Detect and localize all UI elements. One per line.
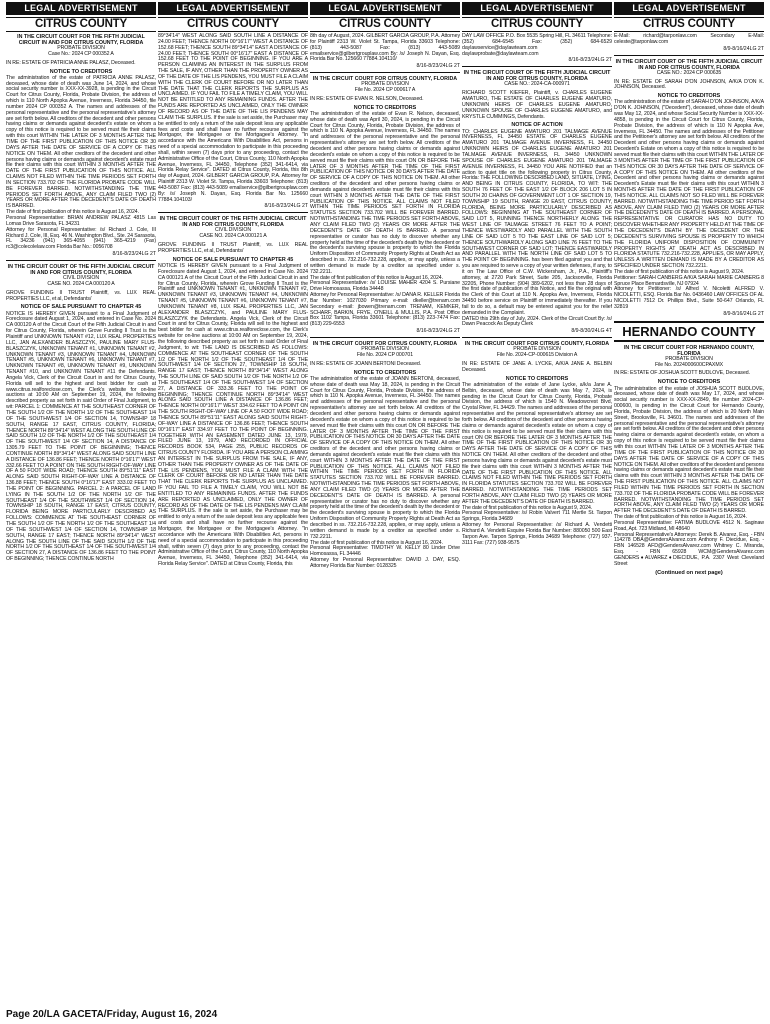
divider — [462, 66, 612, 67]
case-number: Case No.: 2024 CP 000352 A — [48, 50, 114, 57]
court-caption: IN THE CIRCUIT COURT OF THE FIFTH JUDICIAL CIRCUIT IN AND FOR CITRUS COUNTY, FLORIDA — [463, 70, 611, 83]
publication-ref: 8/16-8/23/24LG 2T — [112, 251, 156, 258]
estate-re: IN RE: ESTATE OF PATRICIA ANNE PALASZ, Deceased. — [6, 59, 136, 66]
column-5 — [614, 2, 764, 1006]
publication-date: The date of first publication of this notice is August 16, 2024. — [6, 209, 140, 216]
publication-ref: 8/9-8/30/24LG 4T — [571, 328, 612, 335]
court-caption: IN THE CIRCUIT COURT FOR CITRUS COUNTY, FLORIDA — [464, 341, 610, 348]
court-caption: IN THE CIRCUIT COURT FOR CITRUS COUNTY, FLORIDA — [312, 341, 458, 348]
publication-ref: 8/16-8/23/24LG 2T — [568, 57, 612, 64]
publication-ref: 8/16-8/23/24LG 2T — [416, 63, 460, 70]
publication-date: The date of first publication of this notice is August 16, 2024. — [310, 539, 444, 546]
personal-representative: Personal Representative: /s/ LOUISE MAHER 4204 S. Pursiane Drive Homosassa, Florida 34448 — [310, 280, 460, 293]
case-parties: GROVE FUNDING II TRUST Plaintiff, vs. LUX REAL PROPERTIES LLC, et al, Defendants/ — [6, 289, 156, 302]
notice-heading: NOTICE TO CREDITORS — [505, 375, 569, 382]
attorney-info-continued: DAY LAW OFFICE P.O. Box 5535 Spring Hill, FL 34611 Telephone: (352) 684-6545 Fax: (352) 684-6529 daylawservice@daylawteam.com daylawprobate@daylawteam.com — [462, 33, 612, 57]
case-parties: GROVE FUNDING II TRUST Plaintiff, vs. LUX REAL PROPERTIES LLC, et al, Defendants/ — [158, 242, 308, 254]
publication-ref: 8/16-8/23/24LG 2T — [416, 328, 460, 335]
division: PROBATE DIVISION — [361, 81, 409, 88]
county-heading: CITRUS COUNTY — [6, 17, 156, 32]
petitioner: Petitioner: SARAH CANBERG A/K/A SARAH MARIE CANBERG 8 Spruce Place Bernardsville, NJ 07924 — [614, 274, 764, 287]
notice-heading: NOTICE TO CREDITORS — [353, 369, 417, 376]
case-number: File No. 2024-CP-000615 Division A — [496, 352, 578, 359]
notice-heading: NOTICE OF SALE PURSUANT TO CHAPTER 45 — [172, 256, 294, 263]
notice-body: The administration of the estate of Evan R. Nelson, deceased, whose date of death was April 30, 2024, is pending in the Circuit Court for Citrus County, Florida, Probate Division, the address of which is 110 N. Apopka Avenue, Inverness, FL 34450. The names and addresses of the personal representative and the personal representative's attorney are set forth below. All creditors of the decedent and other persons having claims or demands against decedent's estate on whom a copy of this notice is required to be served must file their claims with this court ON OR BEFORE THE LATER OF 3 MONTHS AFTER THE TIME OF THE FIRST PUBLICATION OF THIS NOTICE OR 30 DAYS AFTER THE DATE OF SERVICE OF A COPY OF THIS NOTICE ON THEM. All other creditors of the decedent and other persons having claims or demands against decedent's estate must file their claims with this court WITHIN 3 MONTHS AFTER THE DATE OF THE FIRST PUBLICATION OF THIS NOTICE. ALL CLAIMS NOT FILED WITHIN THE TIME PERIODS SET FORTH IN FLORIDA STATUTES SECTION 733.702 WILL BE FOREVER BARRED. NOTWITHSTANDING THE TIME PERIODS SET FORTH ABOVE, ANY CLAIM FILED TWO (2) YEARS OR MORE AFTER THE DECEDENT'S DATE OF DEATH IS BARRED. A personal representative or curator has no duty to discover whether any property held at the time of the decedent's death by the decedent or the decedent's surviving spouse is property to which the Florida Uniform Disposition of Community Property Rights at Death Act as described in ss. 732.216-732.228, applies, or may apply, unless a written demand is made by a creditor as specified under s. 732.2211. — [310, 110, 460, 275]
county-heading: CITRUS COUNTY — [614, 17, 764, 32]
notice-heading: NOTICE OF ACTION — [511, 122, 563, 129]
attorney-info: Attorney for Personal Representative: /s/ Richard A. Vendetti Richard A. Vendetti Esquire Florida Bar Number: 880050 500 East Tarpon Ave. Tarpon Springs, Florida 34689 Telephone: (727) 937-3111 Fax: (727) 938-9575 — [462, 522, 612, 546]
attorney-info: Attorney for Personal Representative: DAVID J. DAY, ESQ. Attorney Florida Bar Number: 0128325 — [310, 557, 460, 569]
personal-representative: Personal Representative: TIMOTHY W. KELLY 80 Linder Drive Homosassa, FL 34446 — [310, 545, 460, 558]
publication-date: The date of first publication of this notice is August 16, 2024. — [310, 274, 444, 281]
personal-representative: Personal Representative: /s/ Robin Valvert 711 Mertle St. Tarpon Springs, Florida 34689 — [462, 510, 612, 523]
attorney-info-continued: E-Mail: richard@tarponlaw.com Secondary E-Mail: celeste@tarponlaw.com — [614, 33, 764, 45]
notice-body: NOTICE IS HEREBY GIVEN pursuant to a Final Judgment of Foreclosure dated August 1, 2024, and entered in Case No. 2024 CA 000120 A of the Circuit Court of the Fifth Judicial Circuit in and for Citrus County, Florida, wherein Grove Funding II Trust is the Plaintiff and UNKNOWN TENANT #12, LUX REAL PROPERTIES LLC, JAN ALEXANDER BLASZCZYK, PAULINE MARY FLUS-BLASZCZYK, UNKNOWN TENANT #1, UNKNOWN TENANT #2, UNKNOWN TENANT #3, UNKNOWN TENANT #4, UNKNOWN TENANT #5, UNKNOWN TENANT #6, UNKNOWN TENANT #7, UNKNOWN TENANT #8, UNKNOWN TENANT #9, UNKNOWN TENANT #10, and UNKNOWN TENANT #11 the Defendants. Angela Vick, Clerk of the Circuit Court in and for Citrus County, Florida will sell to the highest and best bidder for cash at www.citrus.realforeclose.com, the Clerk's website for on-line auctions at 10:00 AM on September 19, 2024, the following described property as set forth in said Order of Final Judgment, to wit: PARCEL 1: COMMENCE AT THE SOUTHEAST CORNER OF THE SOUTH 1/2 OF THE NORTH 1/2 OF THE SOUTHEAST 1/4 OF THE SOUTHWEST 1/4 OF SECTION 14, TOWNSHIP 18 SOUTH, RANGE 17 EAST, CITRUS COUNTY, FLORIDA; THENCE NORTH 89°34'14" WEST ALONG THE SOUTH LINE OF SAID SOUTH 1/2 OF THE NORTH 1/2 OF THE SOUTHEAST 1/4 OF THE SOUTHWEST 1/4 OF SECTION 14, A DISTANCE OF 1305.79 FEET TO THE POINT OF BEGINNING; THENCE CONTINUE NORTH 89°34'14" WEST ALONG SAID SOUTH LINE A DISTANCE OF 136.86 FEET; THENCE NORTH 0°16'17" WEST 332.66 FEET TO A POINT ON THE SOUTH RIGHT-OF-WAY LINE OF A 50 FOOT WIDE ROAD; THENCE SOUTH 89°51'11" EAST ALONG SAID SOUTH RIGHT-OF-WAY LINE A DISTANCE OF 136.88 FEET; THENCE SOUTH 0°16'17" EAST 333.02 FEET TO THE POINT OF BEGINNING. PARCEL 2: A PARCEL OF LAND LYING IN THE SOUTH 1/2 OF THE NORTH 1/2 OF THE SOUTHEAST 1/4 OF THE SOUTHWEST 1/4 OF SECTION 14, TOWNSHIP 18 SOUTH, RANGE 17 EAST, CITRUS COUNTY, FLORIDA BEING MORE PARTICULARLY DESCRIBED AS FOLLOWS: COMMENCE AT THE SOUTHEAST CORNER OF THE SOUTH 1/2 OF THE NORTH 1/2 OF THE SOUTHEAST 1/4 OF THE SOUTHWEST 1/4 OF SECTION 14, TOWNSHIP 18 SOUTH, RANGE 17 EAST; THENCE NORTH 89°34'14" WEST ALONG THE SOUTH LINE OF THE SAID SOUTH 1/2 OF THE NORTH 1/2 OF THE SOUTHEAST 1/4 OF THE SOUTHWEST 1/4 OF SECTION 27, A DISTANCE OF 136.86 FEET TO THE POINT OF BEGINNING; THENCE CONTINUE NORTH — [6, 310, 156, 563]
estate-re: IN RE: ESTATE OF JOANN BERTONI Deceased. — [310, 360, 422, 367]
case-number: CASE NO.: 2024-CA-000971 — [504, 81, 570, 88]
notice-heading: NOTICE TO CREDITORS — [657, 379, 721, 386]
legal-ad-page — [6, 2, 764, 1006]
notice-body: TO: CHARLES EUGENE AMATURO 201 TALMAGE AVENUE INVERNESS, FL 34450 ESTATE OF CHARLES EUGENE AMATURO 201 TALMAGE AVENUE INVERNESS, FL 34450 UNKNOWN HEIRS OF CHARLES EUGENE AMATURO 201 TALMAGE AVENUE INVERNESS, FL 34450 UNKNOWN SPOUSE OF CHARLES EUGENE AMATURO 201 TALMAGE AVENUE INVERNESS, FL 34450 YOU ARE NOTIFIED that an action to quiet title on the following property in Citrus County, Florida: THE FOLLOWING DESCRIBED LAND, SITUATE, LYING, AND BEING IN CITRUS COUNTY, FLORIDA, TO WIT: THE SOUTH 76 FEET OF THE EAST 1/2 OF BLOCK 206 LOT 5 IN SOUTH 20 CHAINS OF GOVERNMENT LOT 1 OF SECTION 19, TOWNSHIP 19 SOUTH, RANGE 20 EAST, CITRUS COUNTY, FLORIDA, BEING MORE PARTICULARLY DESCRIBED AS FOLLOWS: BEGINNING AT THE SOUTHEAST CORNER OF SAID LOT 5, RUNNING THENCE NORTHERLY ALONG THE WEST LINE OF TALMAGE STREET 76 FEET TO A POINT; THENCE WESTWARDLY AND PARALLEL WITH THE SOUTH LINE OF SAID LOT 5 TO THE EAST LINE OF SAID LOT 5; THENCE SOUTHWARDLY ALONG SAID LINE 76 FEET TO THE SOUTHWEST CORNER OF SAID LOT; THENCE EASTWARDLY AND PARALLEL WITH THE NORTH LINE OF SAID LOT 5 TO THE POINT OF BEGINNING. has been filed against you and that you are required to serve a copy of your written defenses, if any, to it on The Law Office of C.W. Wickersham, Jr., P.A., Plaintiff's attorney, at 2720 Park Street, Suite 205, Jacksonville, Florida 32205, Phone Number: (904) 389-6202, not less than 28 days of the first date of publication of this Notice, and file the original with the Clerk of this Court at 110 N. Apopka Ave, Inverness, Florida 34450 before service on Plaintiff or immediately thereafter. If you fail to do so, a default may be entered against you for the relief demanded in the Complaint. — [462, 128, 612, 316]
attorney-info: Attorney for Petitioner: /s/ Alfred V. Nicoletti ALFRED V. NICOLETTI, ESQ. Florida Bar No. 0436460 LAW OFFICES OF AL NICOLETTI 7512 Dr. Phillips Blvd., Suite 50-647 Orlando, FL 32819 — [614, 286, 764, 310]
notice-body-continued: 89°34'14" WEST ALONG SAID SOUTH LINE A DISTANCE OF 24.00 FEET; THENCE NORTH 00°16'17" WEST A DISTANCE OF 152.68 FEET; THENCE SOUTH 89°34'14" EAST A DISTANCE OF 24.00 FEET; THENCE SOUTH 00°16'17" EAST A DISTANCE OF 152.68 FEET TO THE POINT OF BEGINNING. IF YOU ARE A PERSON CLAIMING AN INTEREST IN THE SURPLUS FROM THE SALE, IF ANY, OTHER THAN THE PROPERTY OWNER AS OF THE DATE OF THE LIS PENDENS, YOU MUST FILE A CLAIM WITH THE CLERK OF COURT BEFORE OR NO LATER THAN THE DATE THAT THE CLERK REPORTS THE SURPLUS AS UNCLAIMED. IF YOU FAIL TO FILE A TIMELY CLAIM, YOU WILL NOT BE ENTITLED TO ANY REMAINING FUNDS. AFTER THE FUNDS ARE REPORTED AS UNCLAIMED, ONLY THE OWNER OF RECORD AS OF THE DATE OF THE LIS PENDENS MAY CLAIM THE SURPLUS. If the sale is set aside, the Purchaser may be entitled to only a return of the sale deposit less any applicable fees and costs and shall have no further recourse against the Mortgagor, the Mortgagee or the Mortgagee's Attorney. "In accordance with the Americans With Disabilities Act, persons in need of a special accommodation to participate in this proceeding shall, within seven (7) days prior to any proceeding, contact the Administrative Office of the Court, Citrus County, 110 North Apopka Avenue, Inverness, FL 34450, Telephone (352) 341-6414, via Florida Relay Service". DATED at Citrus County, Florida, this 8th day of August, 2024. GILBERT GARCIA GROUP, P.A. Attorney for Plaintiff 2313 W. Violet St. Tampa, Florida 33603 Telephone: (813) 443-5087 Fax: (813) 443-5089 emailservice@gilbertgrouplaw.com By: /s/ Joseph N. Dayan, Esq. Florida Bar No. 125660 77884.104103/ — [158, 33, 308, 203]
attorney-info: Attorney for Personal Representative: /s/ DANA R. KELLER Florida Bar Number: 1027030 Primary e-mail: dkeller@trenam.com Secondary e-mail: jbowen@trenam.com TRENAM, KEMKER, SCHARF, BARKIN, FRYE, O'NEILL & MULLIS, P.A. Post Office Box 1102 Tampa, Florida 33601 Telephone: (813) 223-7474 Fax: (813) 229-6553 — [310, 292, 460, 328]
division: CIVIL DIVISION — [214, 227, 252, 234]
county-heading: CITRUS COUNTY — [158, 17, 308, 32]
publication-ref: 8/9-8/16/24LG 2T — [723, 310, 764, 317]
legal-ad-banner: LEGAL ADVERTISEMENT — [6, 2, 156, 15]
court-caption: IN THE CIRCUIT COURT OF THE FIFTH JUDICIAL CIRCUIT IN AND FOR CITRUS COUNTY, FLORIDA — [615, 58, 763, 71]
notice-heading: NOTICE TO CREDITORS — [49, 68, 113, 75]
case-number: File No. 2024 CP 000617 A — [354, 87, 416, 94]
publication-date: The date of first publication of this notice is August 9, 2024. — [614, 268, 745, 275]
page-footer: Page 20/LA GACETA/Friday, August 16, 2024 — [6, 1009, 218, 1020]
legal-ad-banner: LEGAL ADVERTISEMENT — [614, 2, 764, 15]
case-parties: RICHARD SCOTT KIEFER, Plaintiff, v. CHARLES EUGENE AMATURO, THE ESTATE OF CHARLES EUGENE AMATURO, UNKNOWN HEIRS OF CHARLES EUGENE AMATURO, UNKNOWN SPOUSE OF CHARLES EUGENE AMATURO, and KRYSTLE CUMMINGS, Defendants. — [462, 90, 612, 120]
case-number: File No. 2024000600CPAXMX — [654, 361, 724, 368]
divider — [462, 337, 612, 338]
division: PROBATE DIVISION — [665, 355, 713, 362]
divider — [6, 260, 156, 261]
divider — [614, 55, 764, 56]
notice-heading: NOTICE OF SALE PURSUANT TO CHAPTER 45 — [20, 304, 142, 311]
division: PROBATE DIVISION — [513, 346, 561, 353]
attorney-info: Personal Representative's Attorneys: Derek B. Alvarez, Esq. - FBN 114278 DBA@GendersAlvarez.com Anthony F. Diecidue, Esq. - FBN 146528 AFD@GendersAlvarez.com Whitney C. Miranda, Esq. - FBN 65928 WCM@GendersAlvarez.com GENDERS♦ALVAREZ♦DIECIDUE, P.A. 2307 West Cleveland Street — [614, 531, 764, 567]
court-caption: IN THE CIRCUIT COURT OF THE FIFTH JUDICIAL CIRCUIT IN AND FOR CITRUS COUNTY, FLORIDA — [159, 216, 307, 229]
personal-representative: Personal Representative: BRIAN ANDREW PALASZ 4815 Las Lomas Drive Sarasota, FL 34231 — [6, 214, 156, 227]
publication-date: The date of first publication of this notice is August 9, 2024. — [462, 504, 593, 511]
notice-body: The administration of the estate of JOANN BERTONI, deceased, whose date of death was May 18, 2024, is pending in the Circuit Court for Citrus County, Florida, Probate Division, the address of which is 110 N. Apopka Avenue, Inverness, FL 34450. The names and addresses of the personal representative and the personal representative's attorney are set forth below. All creditors of the decedent and other persons having claims or demands against decedent's estate on whom a copy of this notice is required to be served must file their claims with this court ON OR BEFORE THE LATER OF 3 MONTHS AFTER THE TIME OF THE FIRST PUBLICATION OF THIS NOTICE OR 30 DAYS AFTER THE DATE OF SERVICE OF A COPY OF THIS NOTICE ON THEM. All other creditors of the decedent and other persons having claims or demands against decedent's estate must file their claims with this court WITHIN 3 MONTHS AFTER THE DATE OF THE FIRST PUBLICATION OF THIS NOTICE. ALL CLAIMS NOT FILED WITHIN THE TIME PERIODS SET FORTH IN FLORIDA STATUTES SECTION 733.702 WILL BE FOREVER BARRED. NOTWITHSTANDING THE TIME PERIODS SET FORTH ABOVE, ANY CLAIM FILED TWO (2) YEARS OR MORE AFTER THE DECEDENT'S DATE OF DEATH IS BARRED. A personal representative or curator has no duty to discover whether any property held at the time of the decedent's death by the decedent or the decedent's surviving spouse is property to which the Florida Uniform Disposition of Community Property Rights at Death Act as described in ss. 732.216-732.228, applies, or may apply, unless a written demand is made by a creditor as specified under s. 732.2211. — [310, 375, 460, 540]
notice-body-continued: 8th day of August, 2024. GILBERT GARCIA GROUP, P.A. Attorney for Plaintiff 2313 W. Violet St. Tampa, Florida 33603 Telephone: (813) 443-5087 Fax: (813) 443-5089 emailservice@gilbertgrouplaw.com By: /s/ Joseph N. Dayan, Esq. Florida Bar No. 125660 77884.104110/ — [310, 33, 460, 63]
division: CIVIL DIVISION — [62, 275, 100, 282]
dated-signature: DATED this 29th day of July, 2024. Clerk of the Circuit Court By: /s/ Dawn Peacock As Deputy Clerk — [462, 315, 612, 328]
court-caption: IN THE CIRCUIT COURT FOR THE FIFTH JUDICIAL CIRCUIT IN AND FOR CITRUS COUNTY, FLORIDA — [17, 34, 145, 46]
notice-body: The administration of the estate of JOSHUA SCOTT BUDLOVE, deceased, whose date of death was May 17, 2024, and whose social security number is XXX-XX-2849, file number 2024-CP-000600, is pending in the Circuit Court for Hernando County, Florida, Probate Division, the address of which is 20 North Main Street, Brooksville, FL 34601. The names and addresses of the personal representative and the personal representative's attorney are set forth below. All creditors of the decedent and other persons having claims or demands against decedent's estate, on whom a copy of this notice is required to be served must file their claims with this court WITHIN THE LATER OF 3 MONTHS AFTER THE TIME OF THE FIRST PUBLICATION OF THIS NOTICE OR 30 DAYS AFTER THE DATE OF SERVICE OF A COPY OF THIS NOTICE ON THEM. All other creditors of the decedent and persons having claims or demands against decedent's estate must file their claims with this court WITHIN 3 MONTHS AFTER THE DATE OF THE FIRST PUBLICATION OF THIS NOTICE. ALL CLAIMS NOT FILED WITHIN THE TIME PERIODS SET FORTH IN SECTION 733.702 OF THE FLORIDA PROBATE CODE WILL BE FOREVER BARRED. NOTWITHSTANDING THE TIME PERIODS SET FORTH ABOVE, ANY CLAIM FILED TWO (2) YEARS OR MORE AFTER THE DECEDENT'S DATE OF DEATH IS BARRED. — [614, 385, 764, 515]
county-heading: CITRUS COUNTY — [310, 17, 460, 32]
publication-date: The date of first publication of this notice is August 16, 2024. — [614, 514, 748, 521]
publication-ref: 8/9-8/16/24LG 2T — [723, 45, 764, 52]
court-caption: IN THE CIRCUIT COURT FOR HERNANDO COUNTY, FLORIDA — [623, 344, 755, 357]
estate-re: IN RE: ESTATE OF JOSHUA SCOTT BUDLOVE, Deceased. — [614, 370, 751, 377]
county-heading-hernando: HERNANDO COUNTY — [614, 321, 764, 342]
case-number: File No. 2024 CP 000701 — [356, 352, 414, 359]
notice-body: NOTICE IS HEREBY GIVEN pursuant to a Final Judgment of Foreclosure dated August 1, 2024, and entered in Case No. 2024 CA 000121 A of the Circuit Court of the Fifth Judicial Circuit in and for Citrus County, Florida, wherein Grove Funding II Trust is the Plaintiff and UNKNOWN TENANT #1, UNKNOWN TENANT #2, UNKNOWN TENANT #3, UNKNOWN TENANT #4, UNKNOWN TENANT #5, UNKNOWN TENANT #6, UNKNOWN TENANT #7, UNKNOWN TENANT #8, LUX REAL PROPERTIES LLC, JAN ALEXANDER BLASZCZYK, and PAULINE MARY FLUS-BLASZCZYK the Defendants. Angela Vick, Clerk of the Circuit Court in and for Citrus County, Florida will sell to the highest and best bidder for cash at www.citrus.realforeclose.com, the Clerk's website for on-line auctions at 10:00 AM on September 19, 2024, the following described property as set forth in said Order of Final Judgment, to wit: THE LAND IS DESCRIBED AS FOLLOWS: COMMENCE AT THE SOUTHEAST CORNER OF THE SOUTH 1/2 OF THE NORTH 1/2 OF THE SOUTHEAST 1/4 OF THE SOUTHWEST 1/4 OF SECTION 27, TOWNSHIP 18 SOUTH, RANGE 17 EAST; THENCE NORTH 89°34'14" WEST ALONG THE SOUTH LINE OF SAID SOUTH 1/2 OF THE NORTH 1/2 OF THE SOUTHEAST 1/4 OF THE SOUTHWEST 1/4 OF SECTION 27, A DISTANCE OF 333.36 FEET TO THE POINT OF BEGINNING; THENCE CONTINUE NORTH 89°34'14" WEST ALONG SAID SOUTH LINE A DISTANCE OF 136.86 FEET; THENCE NORTH 00°16'17" WEST 334.62 FEET TO A POINT ON THE SOUTH RIGHT-OF-WAY LINE OF A 50 FOOT WIDE ROAD; THENCE SOUTH 89°51'11" EAST ALONG SAID SOUTH RIGHT-OF-WAY LINE A DISTANCE OF 136.86 FEET; THENCE SOUTH 00°16'17" EAST 334.97 FEET TO THE POINT OF BEGINNING. TOGETHER WITH AN EASEMENT DATED JUNE 13, 1979, FILED JUNE 13, 1979, AND RECORDED IN OFFICIAL RECORDS BOOK 534, PAGE 255, PUBLIC RECORDS OF CITRUS COUNTY FLORIDA. IF YOU ARE A PERSON CLAIMING AN INTEREST IN THE SURPLUS FROM THE SALE, IF ANY, OTHER THAN THE PROPERTY OWNER AS OF THE DATE OF THE LIS PENDENS, YOU MUST FILE A CLAIM WITH THE CLERK OF COURT BEFORE OR NO LATER THAN THE DATE THAT THE CLERK REPORTS THE SURPLUS AS UNCLAIMED. IF YOU FAIL TO FILE A TIMELY CLAIM, YOU WILL NOT BE ENTITLED TO ANY REMAINING FUNDS. AFTER THE FUNDS ARE REPORTED AS UNCLAIMED, ONLY THE OWNER OF RECORD AS OF THE DATE OF THE LIS PENDENS MAY CLAIM THE SURPLUS. If the sale is set aside, the Purchaser may be entitled to only a return of the sale deposit less any applicable fees and costs and shall have no further recourse against the Mortgagor, the Mortgagee or the Mortgagee's Attorney. "In accordance with the Americans With Disabilities Act, persons in need of a special accommodation to participate in this proceeding shall, within seven (7) days prior to any proceeding, contact the Administrative Office of the Court, Citrus County, 110 North Apopka Avenue, Inverness, FL 34450, Telephone (352) 341-6414, via Florida Relay Service". DATED at Citrus County, Florida, this — [158, 263, 308, 568]
column-4 — [462, 2, 612, 1006]
divider — [310, 72, 460, 73]
case-number: CASE NO. 2024 CA 000121 A — [199, 233, 267, 240]
legal-ad-banner: LEGAL ADVERTISEMENT — [310, 2, 460, 15]
division: PROBATE DIVISION — [361, 346, 409, 353]
estate-re: IN RE: ESTATE OF SARAH D'ON JOHNSON, A/K/A D'ON K. JOHNSON, Deceased. — [614, 78, 764, 91]
notice-body: The administration of the estate of SARAH D'ON JOHNSON, A/K/A D'ON K. JOHNSON, ("Decedent"), deceased, whose date of death was May 12, 2024, and whose Social Security Number is XXX-XX-4858, is pending in the Circuit Court for Citrus County, Florida, Probate Division, the address of which is 110 N Apopka Ave, Inverness, FL 34450. The names and addresses of the Petitioner and the Petitioner's attorney are set forth below. All creditors of the Decedent and other persons having claims or demands against Decedent's Estate on whom a copy of this notice is required to be served must file their claims with this court WITHIN THE LATER OF 3 MONTHS AFTER THE TIME OF THE FIRST PUBLICATION OF THIS NOTICE OR 30 DAYS AFTER THE DATE OF SERVICE OF A COPY OF THIS NOTICE ON THEM. All other creditors of the Decedent and other persons having claims or demands against Decedent's Estate must file their claims with this court WITHIN 3 MONTHS AFTER THE DATE OF THE FIRST PUBLICATION OF THIS NOTICE. ALL CLAIMS NOT SO FILED WILL BE FOREVER BARRED. NOTWITHSTANDING THE TIME PERIOD SET FORTH ABOVE, ANY CLAIM FILED TWO (2) YEARS OR MORE AFTER THE DECEDENT'S DATE OF DEATH IS BARRED. A PERSONAL REPRESENTATIVE OR CURATOR HAS NO DUTY TO DISCOVER WHETHER ANY PROPERTY HELD AT THE TIME OF THE DECEDENT'S DEATH BY THE DECEDENT OR THE DECEDENT'S SURVIVING SPOUSE IS PROPERTY TO WHICH THE FLORIDA UNIFORM DISPOSITION OF COMMUNITY PROPERTY RIGHTS AT DEATH ACT AS DESCRIBED IN FLORIDA STATUTE 732.216-732.228, APPLIES, OR MAY APPLY, UNLESS A WRITTEN DEMAND IS MADE BY A CREDITOR AS SPECIFIED UNDER SECTION 732.2211. — [614, 99, 764, 270]
publication-ref: 8/16-8/23/24LG 2T — [264, 203, 308, 210]
court-caption: IN THE CIRCUIT COURT FOR CITRUS COUNTY, FLORIDA — [312, 76, 458, 83]
division: PROBATE DIVISION — [57, 45, 105, 51]
column-2 — [158, 2, 308, 1006]
legal-ad-banner: LEGAL ADVERTISEMENT — [462, 2, 612, 15]
estate-re: IN RE: ESTATE OF JANE A. LYCKE, A/K/A JANE A. BELBIN Deceased. — [462, 361, 612, 373]
county-heading: CITRUS COUNTY — [462, 17, 612, 32]
divider — [310, 337, 460, 338]
column-1 — [6, 2, 156, 1006]
continued-notice: (Continued on next page) — [655, 569, 723, 576]
case-number: CASE NO.: 2024 CP 000635 — [656, 69, 722, 76]
notice-body: The administration of the estate of PATRICIA ANNE PALASZ, deceased, whose date of death was June 14, 2024, and whose social security number is XXX-XX-3928, is pending in the Circuit Court for Citrus County, Florida, Probate Division, the address of which is 110 North Apopka Avenue, Inverness, Florida 34450, file number 2024 CP 000352 A. The names and addresses of the personal representative and the personal representative's attorney are set forth below. All creditors of the decedent and other persons having claims or demands against decedent's estate on whom a copy of this notice is required to be served must file their claims with this court WITHIN THE LATER OF 3 MONTHS AFTER THE TIME OF THE FIRST PUBLICATION OF THIS NOTICE OR 30 DAYS AFTER THE DATE OF SERVICE OF A COPY OF THIS NOTICE ON THEM. All other creditors of the decedent and other persons having claims or demands against decedent's estate must file their claims with this court WITHIN 3 MONTHS AFTER THE DATE OF THE FIRST PUBLICATION OF THIS NOTICE. ALL CLAIMS NOT FILED WITHIN THE TIME PERIODS SET FORTH IN SECTION 733.702 OF THE FLORIDA PROBATE CODE WILL BE FOREVER BARRED. NOTWITHSTANDING THE TIME PERIODS SET FORTH ABOVE, ANY CLAIM FILED TWO (2) YEARS OR MORE AFTER THE DECEDENT'S DATE OF DEATH IS BARRED. — [6, 74, 156, 210]
court-caption: IN THE CIRCUIT COURT OF THE FIFTH JUDICIAL CIRCUIT IN AND FOR CITRUS COUNTY, FLORIDA — [7, 264, 155, 277]
estate-re: IN RE: ESTATE OF EVAN R. NELSON, Deceased. — [310, 95, 424, 102]
divider — [158, 212, 308, 213]
notice-body: The administration of the estate of Jane Lycke, a/k/a Jane A. Belbin, deceased, whose date of death was May 7, 2024, is pending in the Circuit Court for Citrus County, Florida, Probate Division, the address of which is 1540 N. Meadowcrest Blvd, Crystal River, FL 34429. The names and addresses of the personal representative and the personal representative's attorney are set forth below. All creditors of the decedent and other persons having claims or demands against decedent's estate on whom a copy of this notice is required to be served must file their claims with this court ON OR BEFORE THE LATER OF 3 MONTHS AFTER THE TIME OF THE FIRST PUBLICATION OF THIS NOTICE OR 30 DAYS AFTER THE DATE OF SERVICE OF A COPY OF THIS NOTICE ON THEM. All other creditors of the decedent and other persons having claims or demands against decedent's estate must file their claims with this court WITHIN 3 MONTHS AFTER THE DATE OF THE FIRST PUBLICATION OF THIS NOTICE. ALL CLAIMS NOT FILED WITHIN THE TIME PERIODS SET FORTH IN FLORIDA STATUTES SECTION 733.702 WILL BE FOREVER BARRED. NOTWITHSTANDING THE TIME PERIODS SET FORTH ABOVE, ANY CLAIM FILED TWO (2) YEARS OR MORE AFTER THE DECEDENT'S DATE OF DEATH IS BARRED. — [462, 381, 612, 505]
legal-ad-banner: LEGAL ADVERTISEMENT — [158, 2, 308, 15]
attorney-info: Attorney for Personal Representative: /s/ Richard J. Cole, III Richard J. Cole, III, Esq. 46 N. Washington Blvd., Ste. 24 Sarasota, FL 34236 (941) 365-4055 (941) 365-4219 (Fax) rc3@colecolelaw.com Florida Bar No.: 0056708 — [6, 226, 156, 251]
personal-representative: Personal Representative: FATIMA BUDLOVE 4512 N. Saginaw Road, Apt. 723 Midland, MI 48640 — [614, 519, 764, 532]
case-number: CASE NO. 2024 CA 000120 A — [47, 280, 115, 287]
notice-heading: NOTICE TO CREDITORS — [353, 104, 417, 111]
column-3 — [310, 2, 460, 1006]
notice-heading: NOTICE TO CREDITORS — [657, 93, 721, 100]
